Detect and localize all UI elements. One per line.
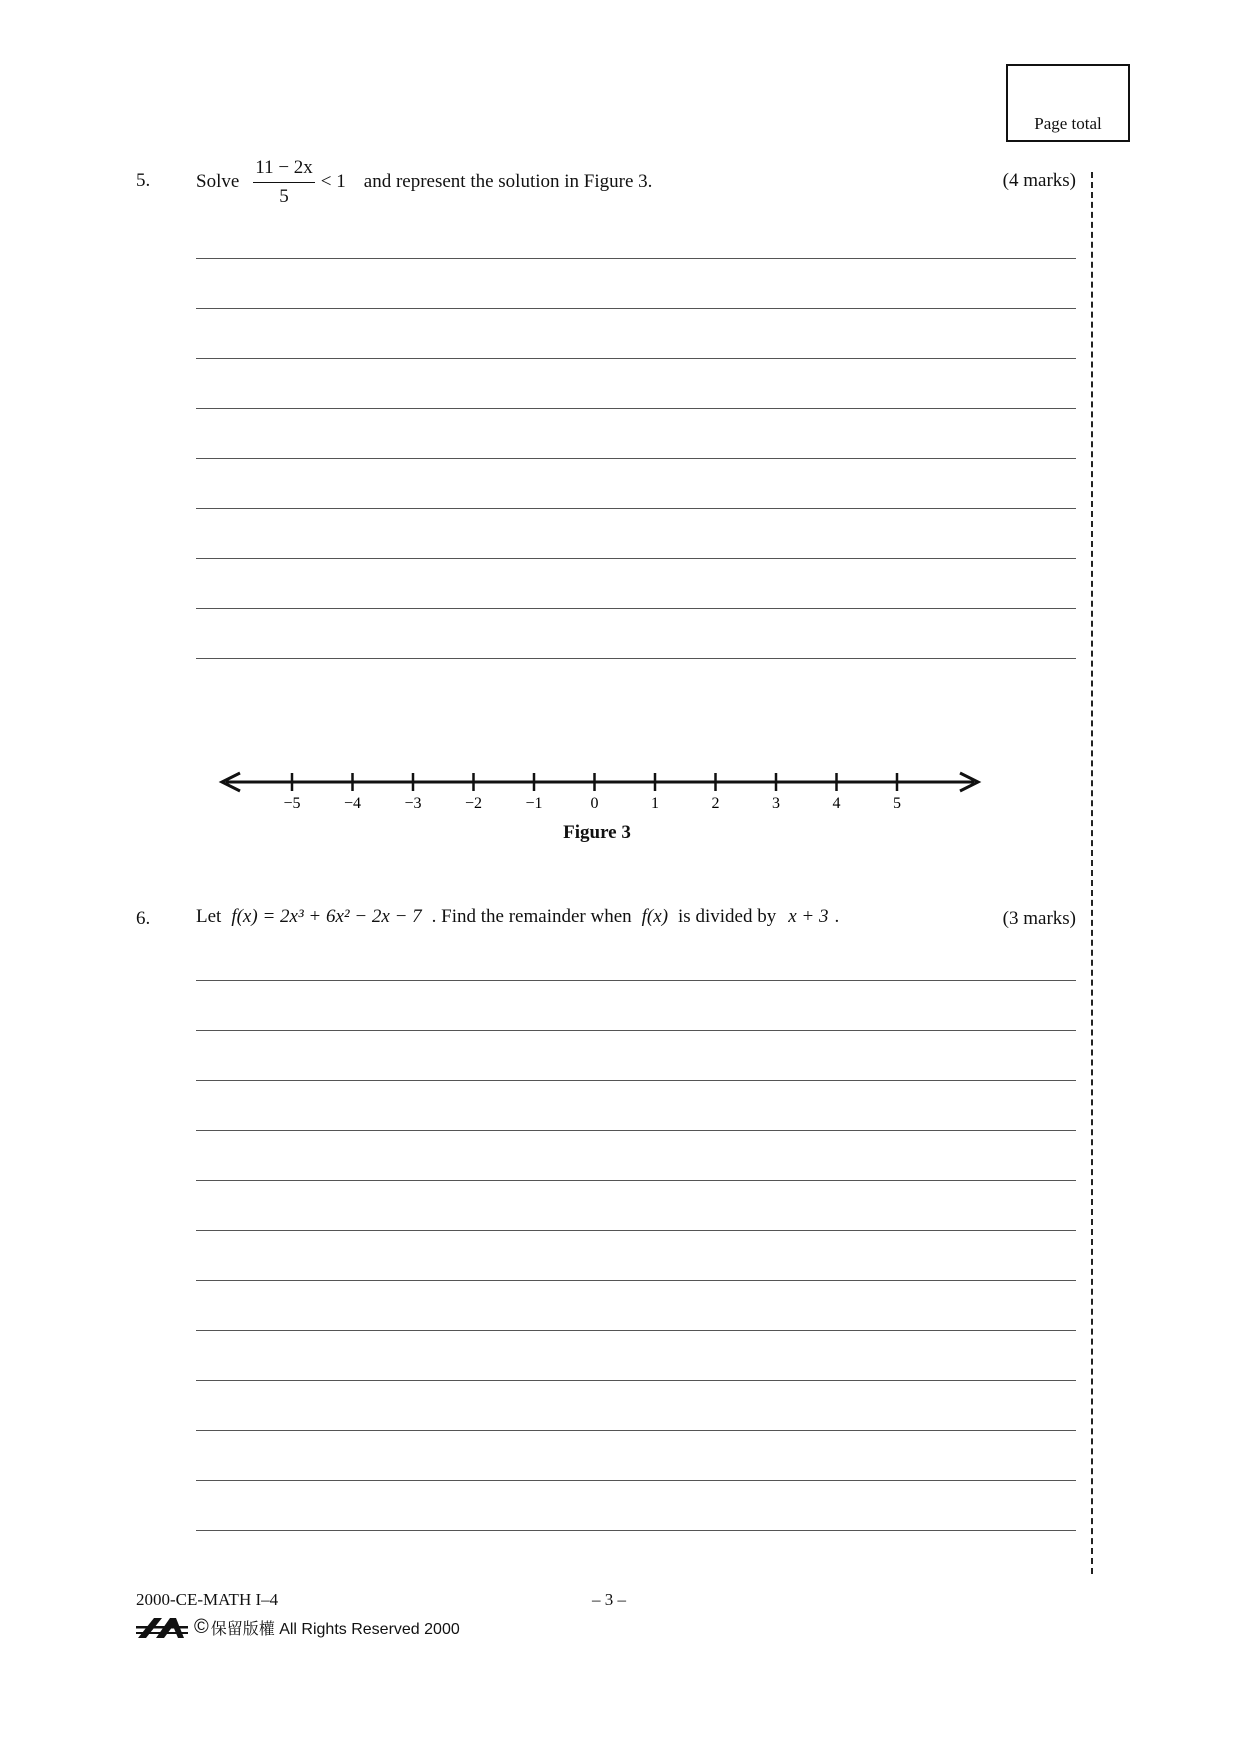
answer-line[interactable]: [196, 408, 1076, 409]
copyright-symbol: ©: [194, 1615, 209, 1638]
figure-3-number-line[interactable]: [210, 766, 990, 812]
answer-line[interactable]: [196, 658, 1076, 659]
hkeaa-logo-icon: [136, 1614, 190, 1640]
page-total-label: Page total: [1034, 114, 1102, 133]
question-6-number: 6.: [136, 908, 151, 929]
tick-label: 4: [832, 795, 841, 812]
answer-line[interactable]: [196, 358, 1076, 359]
inequality-fraction: [253, 157, 315, 208]
function-definition: f(x) = 2x³ + 6x² − 2x − 7: [231, 906, 422, 927]
answer-line[interactable]: [196, 1330, 1076, 1331]
answer-line[interactable]: [196, 1530, 1076, 1531]
answer-line[interactable]: [196, 1080, 1076, 1081]
tick-label: 5: [893, 795, 901, 812]
page-total-box: [1006, 64, 1130, 142]
fraction-numerator: 11 − 2x: [253, 157, 315, 183]
answer-line[interactable]: [196, 308, 1076, 309]
fraction-denominator: 5: [279, 185, 289, 207]
tick-label: −4: [343, 795, 362, 812]
tick-label: −2: [464, 795, 483, 812]
answer-line[interactable]: [196, 258, 1076, 259]
copyright-line: [136, 1614, 460, 1640]
figure-3-caption: Figure 3: [563, 822, 631, 843]
tick-label: −1: [525, 795, 543, 812]
answer-line[interactable]: [196, 1480, 1076, 1481]
tick-label: −3: [404, 795, 422, 812]
answer-line[interactable]: [196, 1180, 1076, 1181]
question-6-divided-by: is divided by: [678, 906, 777, 927]
tick-label: −5: [283, 795, 301, 812]
answer-line[interactable]: [196, 1280, 1076, 1281]
tick-label: 1: [651, 795, 659, 812]
question-6-text: [196, 906, 839, 928]
question-5-number: 5.: [136, 170, 151, 191]
question-6-middle: . Find the remainder when: [431, 906, 632, 927]
question-5-text: [196, 156, 652, 208]
question-5-marks: (4 marks): [1002, 170, 1076, 191]
answer-line[interactable]: [196, 1430, 1076, 1431]
question-6-end: .: [834, 906, 840, 927]
question-5-prefix: Solve: [196, 171, 240, 192]
answer-line[interactable]: [196, 558, 1076, 559]
answer-line[interactable]: [196, 1030, 1076, 1031]
function-reference: f(x): [641, 906, 669, 927]
inequality-tail: < 1: [320, 171, 346, 192]
divisor: x + 3: [788, 906, 829, 927]
answer-line[interactable]: [196, 980, 1076, 981]
tick-label: 2: [711, 795, 720, 812]
tick-label: 3: [772, 795, 780, 812]
question-5-suffix: and represent the solution in Figure 3.: [363, 171, 653, 192]
tick-label: 0: [590, 795, 599, 812]
margin-dashed-line: [1091, 172, 1093, 1574]
answer-line[interactable]: [196, 458, 1076, 459]
tick-marks: [283, 773, 901, 812]
rights-text: 保留版權 All Rights Reserved 2000: [210, 1620, 460, 1638]
answer-line[interactable]: [196, 608, 1076, 609]
question-6-let: Let: [196, 906, 222, 927]
answer-line[interactable]: [196, 1230, 1076, 1231]
exam-code: 2000-CE-MATH I–4: [136, 1590, 279, 1609]
question-6-marks: (3 marks): [1002, 908, 1076, 929]
answer-line[interactable]: [196, 1130, 1076, 1131]
answer-line[interactable]: [196, 1380, 1076, 1381]
page-number: – 3 –: [592, 1590, 626, 1609]
answer-line[interactable]: [196, 508, 1076, 509]
